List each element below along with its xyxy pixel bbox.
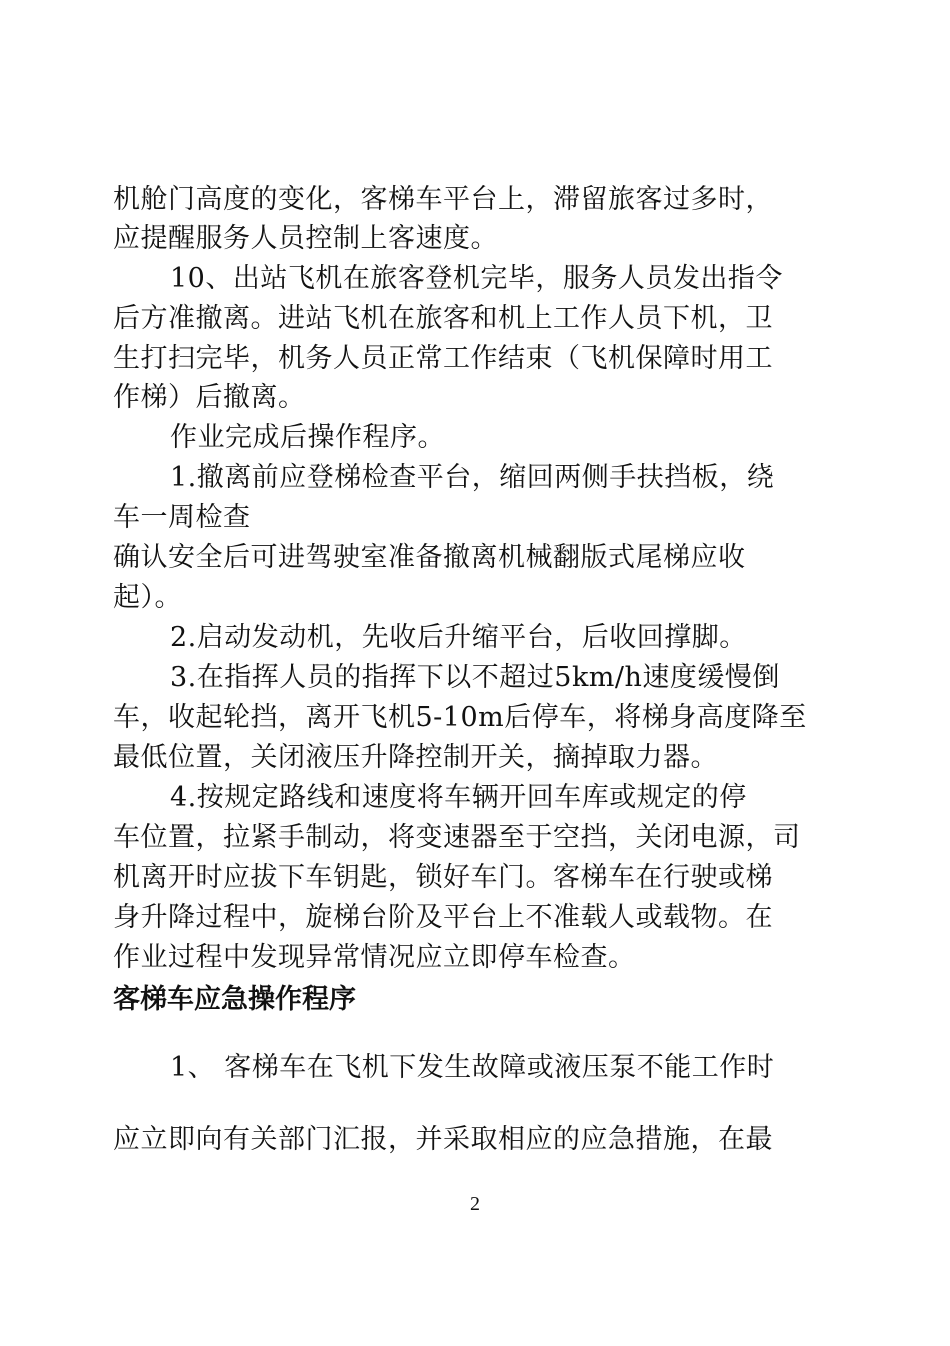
text-line: 应立即向有关部门汇报，并采取相应的应急措施，在最 — [113, 1124, 773, 1155]
text-line: 10、出站飞机在旅客登机完毕，服务人员发出指令 — [170, 263, 783, 294]
text-line: 4.按规定路线和速度将车辆开回车库或规定的停 — [170, 782, 747, 813]
text-line: 应提醒服务人员控制上客速度。 — [113, 223, 498, 254]
text-line: 1.撤离前应登梯检查平台，缩回两侧手扶挡板，绕 — [170, 462, 775, 493]
text-line: 2.启动发动机，先收后升缩平台，后收回撑脚。 — [170, 622, 747, 653]
text-line: 生打扫完毕，机务人员正常工作结束（飞机保障时用工 — [113, 343, 773, 374]
text-line: 1、 客梯车在飞机下发生故障或液压泵不能工作时 — [170, 1052, 775, 1083]
text-line: 作业完成后操作程序。 — [170, 422, 445, 453]
text-line: 起）。 — [113, 582, 182, 613]
text-line: 车，收起轮挡，离开飞机5-10m后停车，将梯身高度降至 — [113, 702, 807, 733]
text-line: 车位置，拉紧手制动，将变速器至于空挡，关闭电源，司 — [113, 822, 801, 853]
text-line: 身升降过程中，旋梯台阶及平台上不准载人或载物。在 — [113, 902, 773, 933]
text-line: 确认安全后可进驾驶室准备撤离机械翻版式尾梯应收 — [113, 542, 746, 573]
text-line: 3.在指挥人员的指挥下以不超过5km/h速度缓慢倒 — [170, 662, 780, 693]
text-line: 后方准撤离。进站飞机在旅客和机上工作人员下机，卫 — [113, 303, 773, 334]
text-line: 机舱门高度的变化，客梯车平台上，滞留旅客过多时， — [113, 184, 773, 215]
text-line: 机离开时应拔下车钥匙，锁好车门。客梯车在行驶或梯 — [113, 862, 773, 893]
text-line: 车一周检查 — [113, 502, 251, 533]
text-line: 最低位置，关闭液压升降控制开关，摘掉取力器。 — [113, 742, 718, 773]
text-line: 作梯）后撤离。 — [113, 382, 306, 413]
section-heading: 客梯车应急操作程序 — [113, 984, 356, 1015]
text-line: 作业过程中发现异常情况应立即停车检查。 — [113, 942, 636, 973]
page-number: 2 — [470, 1193, 480, 1215]
